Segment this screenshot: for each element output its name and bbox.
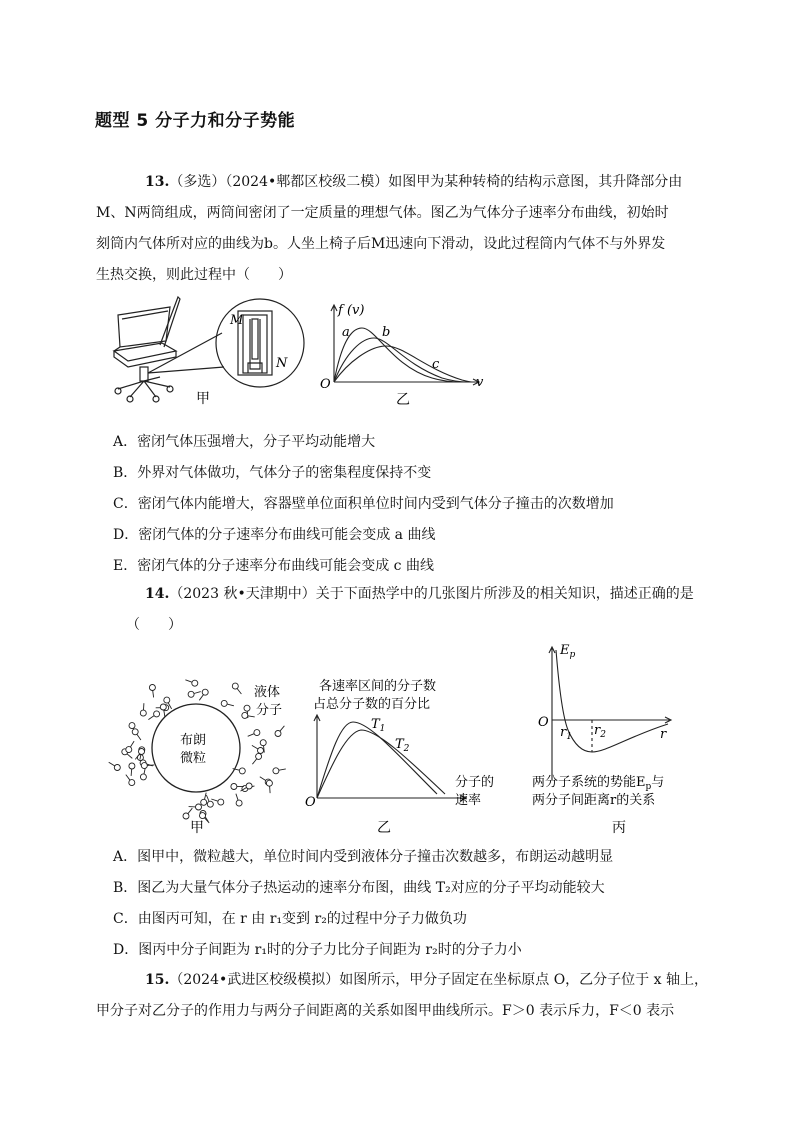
x-axis — [317, 795, 466, 801]
r1-label: $r_1$ — [560, 725, 572, 742]
liquid-molecule — [200, 813, 206, 819]
particle-label-1: 布朗 — [180, 733, 207, 748]
q13-option-c: C．密闭气体内能增大，容器壁单位面积单位时间内受到气体分子撞击的次数增加 — [113, 496, 614, 512]
liquid-molecule — [258, 748, 264, 754]
label-n: N — [276, 356, 288, 371]
caption-jia: 甲 — [196, 391, 210, 407]
molecule-velocity-arrow — [227, 704, 234, 706]
liquid-molecule — [201, 799, 207, 805]
q14-line-1: 14.（2023 秋•天津期中）关于下面热学中的几张图片所涉及的相关知识，描述正确的是 — [145, 586, 694, 602]
q14-caption-yi: 乙 — [377, 820, 391, 836]
bing-origin: O — [538, 715, 549, 730]
liquid-molecule — [192, 680, 198, 686]
yi-title-2: 占总分子数的百分比 — [313, 697, 431, 712]
q14-option-a: A．图甲中，微粒越大，单位时间内受到液体分子撞击次数越多，布朗运动越明显 — [113, 849, 614, 865]
liquid-molecule — [160, 704, 166, 710]
curve-c-label: c — [432, 357, 440, 372]
molecule-velocity-arrow — [148, 716, 154, 720]
y-axis — [549, 647, 555, 780]
molecule-velocity-arrow — [279, 769, 286, 770]
molecule-velocity-arrow — [248, 716, 255, 717]
q13-line-2: M、N两筒组成，两筒间密闭了一定质量的理想气体。图乙为气体分子速率分布曲线，初始时 — [96, 205, 669, 221]
liquid-molecule — [129, 763, 135, 769]
q14-option-c: C．由图丙可知，在 r 由 r₁变到 r₂的过程中分子力做负功 — [113, 911, 467, 927]
liquid-label-1: 液体 — [254, 685, 281, 700]
molecule-velocity-arrow — [252, 745, 258, 749]
liquid-molecule — [236, 800, 242, 806]
t2-label: $T_2$ — [395, 737, 410, 754]
molecule-velocity-arrow — [127, 754, 132, 759]
liquid-molecule — [139, 749, 145, 755]
q13-number: 13. — [145, 174, 170, 190]
liquid-label-2: 分子 — [256, 703, 283, 718]
molecule-velocity-arrow — [206, 795, 209, 802]
liquid-molecule — [154, 711, 160, 717]
liquid-molecule — [141, 763, 147, 769]
liquid-molecule — [164, 697, 170, 703]
q13-option-e: E．密闭气体的分子速率分布曲线可能会变成 c 曲线 — [113, 558, 434, 574]
q15-line-2: 甲分子对乙分子的作用力与两分子间距离的关系如图甲曲线所示。F＞0 表示斥力，F＜0 表示 — [96, 1003, 675, 1019]
x-axis — [552, 717, 671, 723]
liquid-molecule — [254, 730, 260, 736]
r2-label: $r_2$ — [594, 723, 606, 740]
q14-caption-jia: 甲 — [190, 820, 204, 836]
yi-xlabel: v — [476, 375, 484, 390]
liquid-molecule — [275, 731, 281, 737]
chair-base — [118, 377, 170, 397]
molecule-velocity-arrow — [248, 734, 254, 737]
molecule-velocity-arrow — [153, 690, 154, 697]
liquid-molecule — [188, 691, 194, 697]
curve-a — [334, 328, 462, 382]
molecule-velocity-arrow — [194, 692, 201, 694]
q14-number: 14. — [145, 586, 170, 602]
liquid-molecule — [221, 700, 227, 706]
q14-option-b: B．图乙为大量气体分子热运动的速率分布图，曲线 T₂对应的分子平均动能较大 — [113, 880, 605, 896]
liquid-molecule — [244, 705, 250, 711]
bing-ylabel: $E_p$ — [560, 643, 576, 660]
yi-title-1: 各速率区间的分子数 — [319, 679, 437, 694]
q14-option-d: D．图丙中分子间距为 r₁时的分子力比分子间距为 r₂时的分子力小 — [113, 942, 522, 958]
liquid-molecule — [207, 801, 213, 807]
molecule-velocity-arrow — [137, 734, 141, 740]
molecule-velocity-arrow — [237, 689, 241, 695]
liquid-molecule — [266, 780, 272, 786]
q13-line-3: 刻筒内气体所对应的曲线为b。人坐上椅子后M迅速向下滑动，设此过程筒内气体不与外界发 — [96, 236, 666, 252]
q13-figure-yi — [312, 300, 492, 408]
curve-c — [334, 346, 472, 382]
q14-figure-yi — [305, 672, 520, 837]
molecule-velocity-arrow — [236, 794, 238, 801]
q14-caption-bing: 丙 — [612, 820, 626, 836]
yi-ylabel: f (v) — [338, 303, 365, 318]
molecule-velocity-arrow — [188, 808, 192, 814]
liquid-molecule — [273, 768, 279, 774]
molecule-velocity-arrow — [280, 726, 285, 731]
liquid-molecule — [202, 689, 208, 695]
yi-xlabel-1: 分子的 — [455, 775, 495, 790]
q15-line-1: 15.（2024•武进区校级模拟）如图所示，甲分子固定在坐标原点 O，乙分子位于 x 轴上， — [145, 972, 708, 988]
molecule-velocity-arrow — [252, 759, 256, 765]
chair-back — [118, 307, 170, 347]
molecule-velocity-arrow — [109, 762, 115, 766]
liquid-molecule — [149, 685, 155, 691]
q15-number: 15. — [145, 972, 170, 988]
bing-xlabel: r — [660, 727, 667, 742]
liquid-molecule — [114, 765, 120, 771]
liquid-molecule — [260, 740, 266, 746]
brownian-particle — [152, 704, 240, 792]
liquid-molecule — [246, 783, 252, 789]
caption-yi: 乙 — [396, 392, 410, 408]
liquid-molecule — [239, 768, 245, 774]
molecule-velocity-arrow — [260, 777, 266, 781]
particle-label-2: 微粒 — [180, 751, 207, 766]
liquid-molecule — [129, 780, 135, 786]
yi-xlabel-2: 速率 — [455, 793, 482, 808]
q14-figure-bing — [530, 640, 710, 840]
liquid-molecule — [242, 712, 248, 718]
t1-label: $T_1$ — [371, 717, 386, 734]
yi-origin: O — [305, 795, 316, 810]
liquid-molecule — [129, 723, 135, 729]
q14-figure-jia — [108, 672, 298, 837]
liquid-molecule — [196, 804, 202, 810]
curve-a-label: a — [342, 325, 350, 340]
molecule-velocity-arrow — [185, 680, 192, 682]
liquid-molecule — [231, 784, 237, 790]
molecule-velocity-arrow — [270, 786, 271, 793]
liquid-molecule — [183, 813, 189, 819]
q13-option-d: D．密闭气体的分子速率分布曲线可能会变成 a 曲线 — [113, 527, 436, 543]
liquid-molecule — [132, 729, 138, 735]
bing-desc-2: 两分子间距离r的关系 — [532, 793, 656, 808]
q13-line-1: 13.（多选）（2024•郫都区校级二模）如图甲为某种转椅的结构示意图，其升降部分由 — [145, 174, 683, 190]
molecule-velocity-arrow — [211, 799, 218, 801]
chair-seat — [114, 343, 176, 361]
molecule-velocity-arrow — [205, 793, 207, 800]
curve-b-label: b — [382, 325, 391, 340]
label-m: M — [230, 313, 244, 328]
q13-option-a: A．密闭气体压强增大，分子平均动能增大 — [113, 434, 376, 450]
liquid-molecule — [218, 799, 224, 805]
molecule-velocity-arrow — [164, 710, 165, 717]
molecule-velocity-arrow — [131, 769, 132, 776]
potential-curve — [556, 650, 668, 752]
y-axis — [314, 715, 320, 798]
molecule-velocity-arrow — [199, 695, 203, 701]
yi-origin: O — [320, 377, 331, 392]
q13-line-4: 生热交换，则此过程中（ ） — [96, 267, 292, 283]
liquid-molecule — [126, 747, 132, 753]
q13-figure-jia — [100, 293, 310, 408]
q14-line-2: （ ） — [126, 617, 182, 633]
liquid-molecule — [232, 683, 238, 689]
q13-option-b: B．外界对气体做功，气体分子的密集程度保持不变 — [113, 465, 432, 481]
molecule-velocity-arrow — [126, 775, 130, 781]
section-title: 题型 5 分子力和分子势能 — [95, 111, 296, 131]
liquid-molecule — [140, 710, 146, 716]
curve-t2 — [317, 730, 445, 798]
chair-column — [140, 367, 148, 381]
bing-desc-1: 两分子系统的势能$E_p$与 — [532, 775, 665, 792]
molecule-velocity-arrow — [130, 741, 134, 747]
liquid-molecule — [140, 774, 146, 780]
